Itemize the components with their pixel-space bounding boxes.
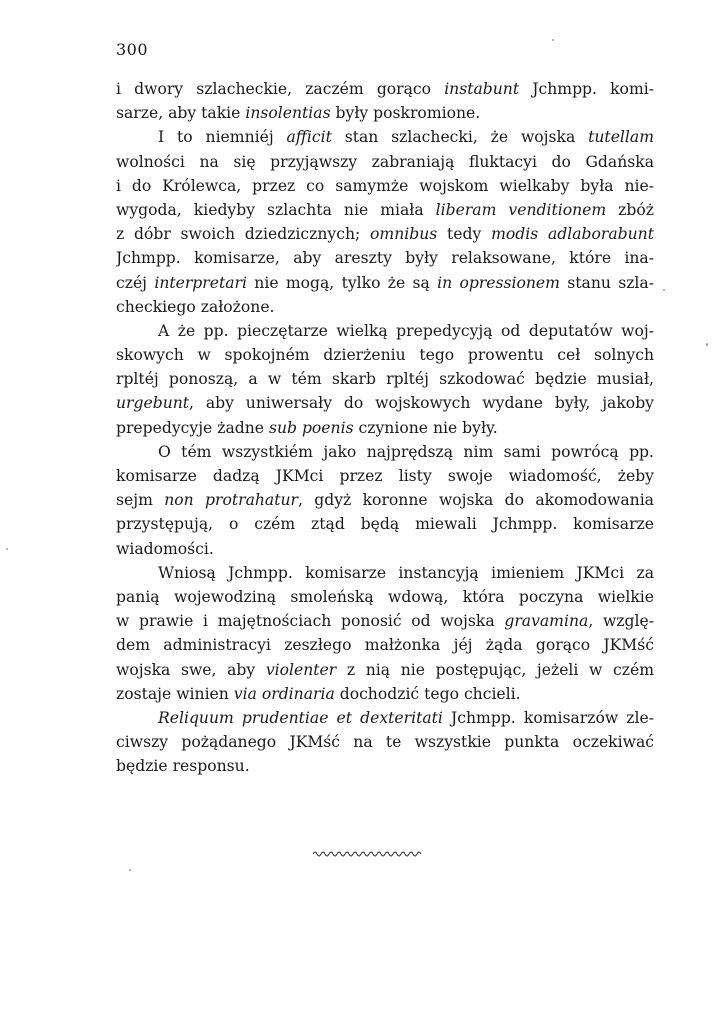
text-run: dochodzić tego chcieli. — [334, 684, 521, 703]
text-line — [116, 295, 654, 319]
latin-phrase: afficit — [286, 128, 332, 147]
scan-speck — [663, 289, 665, 291]
text-run: dem administracyi zeszłego małżonka jéj żąda gorąco JKMść — [116, 636, 654, 655]
latin-phrase: tutellam — [588, 128, 654, 147]
latin-phrase: non protrahatur — [164, 491, 298, 510]
text-line — [116, 561, 654, 585]
text-line — [116, 488, 654, 512]
text-line — [116, 150, 654, 174]
latin-phrase: insolentias — [245, 104, 331, 123]
text-line — [116, 174, 654, 198]
text-line — [116, 416, 654, 440]
text-run: O tém wszystkiém jako najprędszą nim sami powrócą pp. — [158, 442, 654, 461]
latin-phrase: violenter — [265, 660, 337, 679]
text-line — [116, 512, 654, 536]
latin-phrase: instabunt — [444, 80, 520, 98]
text-run: i dwory szlacheckie, zaczém gorąco — [116, 80, 445, 98]
text-run: ciwszy pożądanego JKMść na te wszystkie punkta oczekiwać — [116, 733, 654, 752]
latin-phrase: omnibus — [370, 225, 438, 244]
text-line — [116, 682, 654, 706]
text-line — [116, 198, 654, 222]
text-run: i do Królewca, przez co samymże wojskom wielkaby była nie- — [116, 176, 654, 195]
text-line — [116, 367, 654, 391]
text-run: checkiego założone. — [116, 297, 275, 316]
text-line — [116, 537, 654, 561]
text-line — [116, 222, 654, 246]
text-run: I to niemniéj — [158, 128, 287, 147]
text-line — [116, 464, 654, 488]
text-run: , aby uniwersały do wojskowych wydane były, jakoby — [189, 394, 654, 413]
text-run: A że pp. pieczętarze wielką prepedycyją od deputatów woj- — [158, 321, 654, 340]
text-run: będzie responsu. — [116, 757, 250, 776]
text-run: przystępują, o czém ztąd będą miewali Jchmpp. komisarze — [116, 515, 654, 534]
latin-phrase: modis adlaborabunt — [491, 225, 654, 244]
text-line — [116, 125, 654, 149]
text-run: rpltéj ponoszą, a w tém skarb rpltéj szkodować będzie musiał, — [116, 370, 654, 389]
latin-phrase: Reliquum prudentiae et dexteritati — [158, 708, 443, 727]
latin-phrase: via ordinaria — [233, 684, 335, 703]
scan-speck — [552, 39, 554, 41]
text-run: z nią nie postępując, jeżeli w czém — [336, 660, 654, 679]
text-line — [116, 391, 654, 415]
text-line — [116, 246, 654, 270]
text-run: z dóbr swoich dziedzicznych; — [116, 225, 371, 244]
text-line — [116, 730, 654, 754]
text-run: wygoda, kiedyby szlachta nie miała — [116, 200, 436, 219]
text-line — [116, 343, 654, 367]
latin-phrase: gravamina — [504, 612, 589, 631]
text-run: czéj — [116, 273, 155, 292]
text-run: wolności na się przyjąwszy zabraniają fluktacyi do Gdańska — [116, 152, 654, 171]
text-line — [116, 633, 654, 657]
text-run: nie mogą, tylko że są — [246, 273, 438, 292]
latin-phrase: urgebunt — [116, 394, 190, 413]
scan-speck — [706, 343, 708, 346]
text-run: Jchmpp. komisarze, aby areszty były relaksowane, które ina- — [116, 249, 654, 268]
text-run: były poskromione. — [330, 104, 481, 123]
text-run: stan szlachecki, że wojska — [331, 128, 589, 147]
text-run: tedy — [437, 225, 492, 244]
text-run: , wzglę- — [588, 612, 654, 631]
text-line — [116, 609, 654, 633]
text-run: stanu szla- — [559, 273, 654, 292]
body-text — [116, 77, 654, 778]
text-line — [116, 271, 654, 295]
text-run: wojska swe, aby — [116, 660, 266, 679]
latin-phrase: liberam venditionem — [435, 200, 607, 219]
text-run: Jchmpp. komisarzów zle- — [442, 708, 654, 727]
latin-phrase: in opressionem — [437, 273, 560, 292]
text-run: skowych w spokojném dzierżeniu tego prowentu ceł solnych — [116, 346, 654, 365]
text-run: czynione nie były. — [353, 418, 498, 437]
text-run: , gdyż koronne wojska do akomodowania — [297, 491, 654, 510]
scan-speck — [6, 548, 8, 550]
latin-phrase: interpretari — [154, 273, 247, 292]
latin-phrase: sub poenis — [268, 418, 354, 437]
text-line — [116, 706, 654, 730]
page-number: 300 — [116, 40, 149, 59]
text-run: zostaje winien — [116, 684, 234, 703]
text-run: sarze, aby takie — [116, 104, 246, 123]
text-run: komisarze dadzą JKMci przez listy swoje wiadomość, żeby — [116, 467, 654, 485]
text-run: wiadomości. — [116, 539, 214, 558]
text-run: prepedycyje żadne — [116, 418, 269, 437]
text-run: sejm — [116, 491, 165, 510]
text-run: Wniosą Jchmpp. komisarze instancyją imieniem JKMci za — [158, 563, 654, 582]
text-line — [116, 101, 654, 125]
text-run: w prawie i majętnościach ponosić od wojska — [116, 612, 505, 631]
text-line — [116, 319, 654, 343]
text-run: zbóż — [606, 200, 654, 219]
text-line — [116, 585, 654, 609]
scan-speck — [129, 869, 131, 871]
ornamental-divider — [313, 849, 421, 859]
text-line — [116, 77, 654, 101]
text-line — [116, 754, 654, 778]
text-run: panią wojewodziną smoleńską wdową, która poczyna wielkie — [116, 587, 654, 606]
text-line — [116, 440, 654, 464]
text-run: Jchmpp. komi- — [519, 80, 654, 98]
text-line — [116, 658, 654, 682]
